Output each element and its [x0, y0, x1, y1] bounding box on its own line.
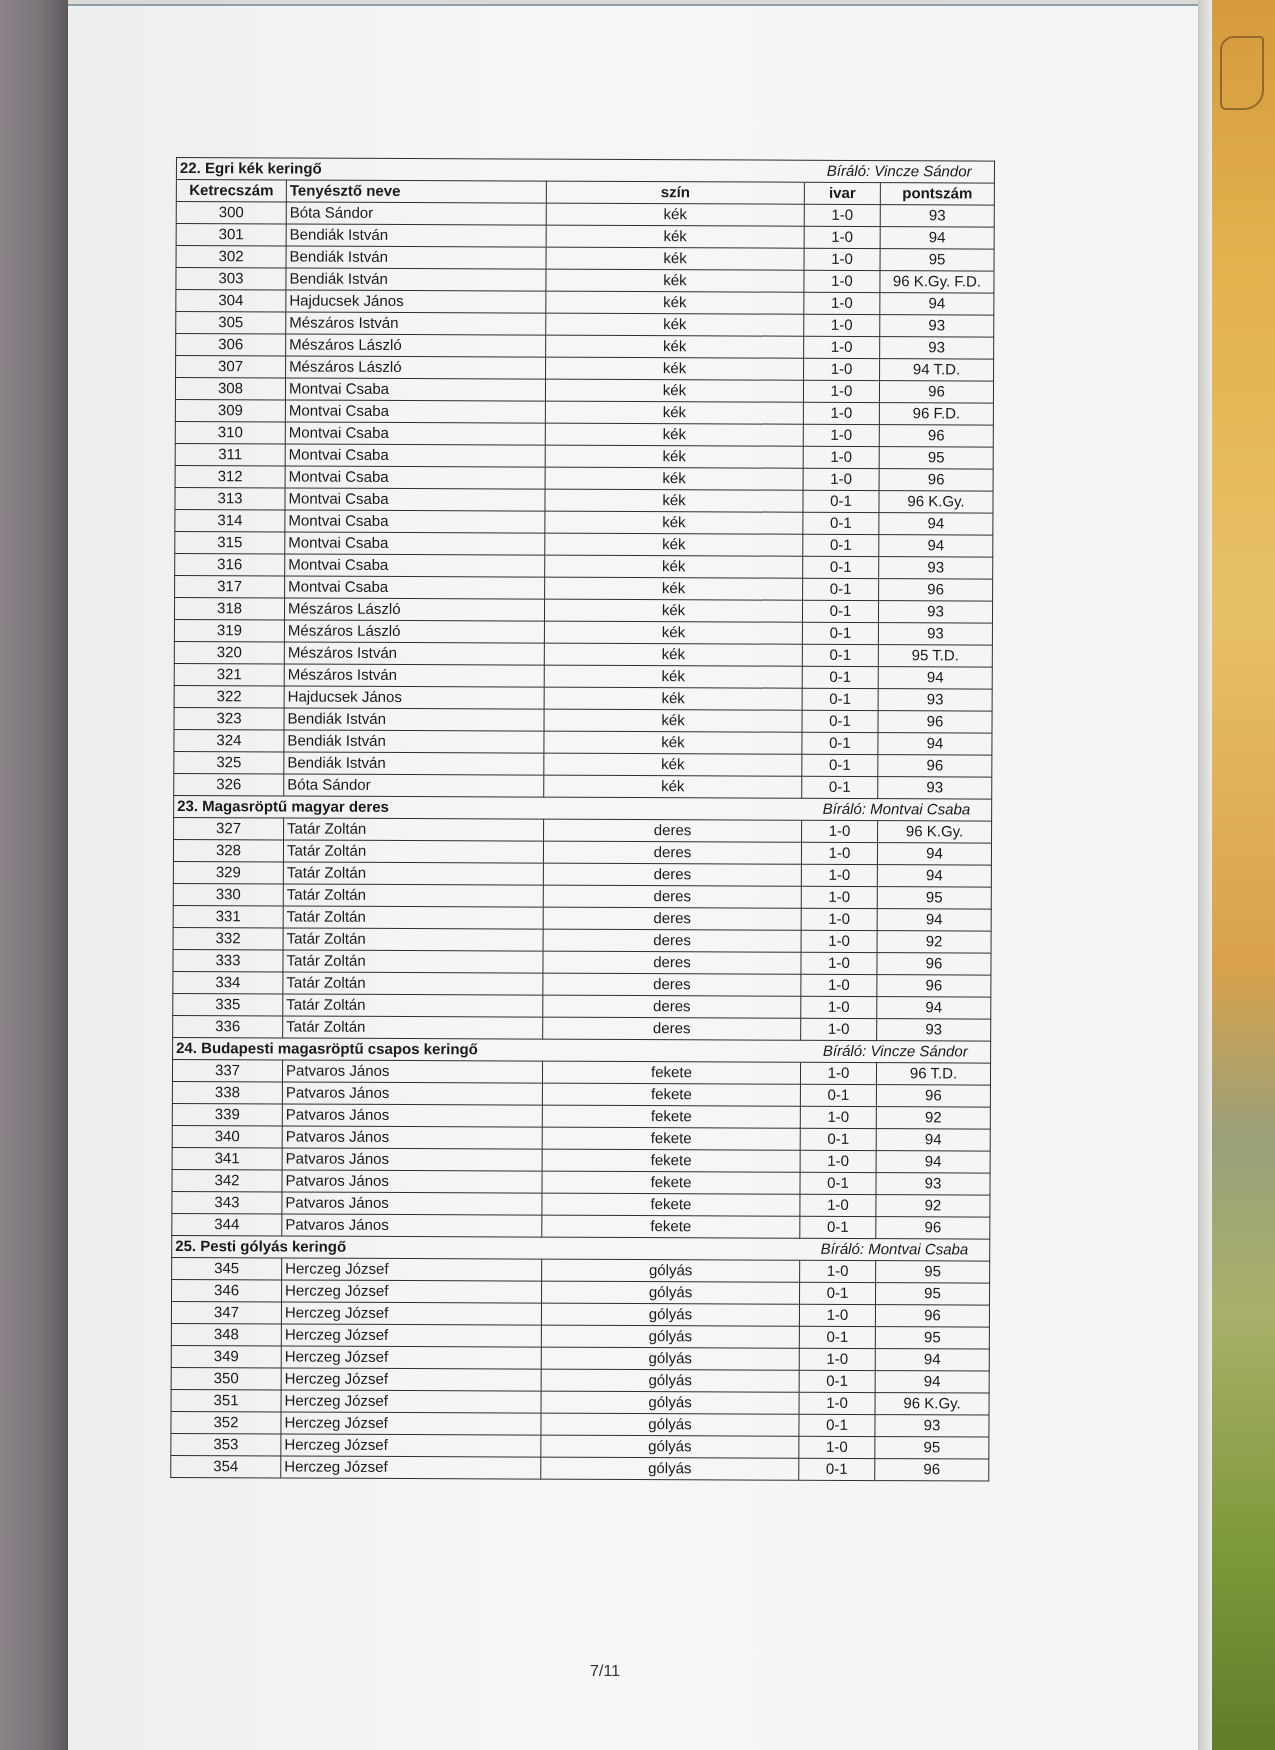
- cell-color: kék: [546, 291, 804, 314]
- cell-color: kék: [544, 709, 802, 732]
- cell-sex: 1-0: [803, 402, 879, 424]
- cell-score: 95: [875, 1283, 989, 1305]
- cell-sex: 0-1: [800, 1282, 876, 1304]
- cell-sex: 1-0: [801, 908, 877, 930]
- cell-breeder: Tatár Zoltán: [283, 972, 543, 995]
- cell-breeder: Tatár Zoltán: [283, 884, 543, 907]
- cell-cage: 343: [172, 1191, 282, 1213]
- cell-color: deres: [543, 907, 801, 930]
- cell-cage: 333: [173, 949, 283, 971]
- cell-color: deres: [543, 951, 801, 974]
- cell-score: 94: [876, 1129, 990, 1151]
- cell-color: kék: [545, 533, 803, 556]
- cell-breeder: Herczeg József: [281, 1390, 541, 1413]
- cell-color: fekete: [542, 1105, 800, 1128]
- cell-color: kék: [545, 379, 803, 402]
- cell-score: 94: [879, 535, 993, 557]
- cell-score: 95 T.D.: [878, 645, 992, 667]
- cell-score: 92: [877, 931, 991, 953]
- cell-color: fekete: [542, 1127, 800, 1150]
- cell-cage: 329: [173, 861, 283, 883]
- cell-breeder: Herczeg József: [281, 1368, 541, 1391]
- cell-breeder: Tatár Zoltán: [283, 994, 543, 1017]
- cell-breeder: Mészáros László: [284, 598, 544, 621]
- col-header-breeder: Tenyésztő neve: [286, 180, 546, 203]
- cell-cage: 314: [175, 509, 285, 531]
- cell-breeder: Montvai Csaba: [285, 466, 545, 489]
- cell-score: 94: [880, 227, 994, 249]
- section-judge: Bíráló: Montvai Csaba: [800, 1238, 990, 1261]
- cell-breeder: Mészáros István: [284, 642, 544, 665]
- cell-cage: 317: [175, 575, 285, 597]
- cell-color: gólyás: [541, 1303, 799, 1326]
- cell-score: 94: [878, 733, 992, 755]
- cell-breeder: Mészáros István: [284, 664, 544, 687]
- cell-color: kék: [545, 423, 803, 446]
- cell-color: gólyás: [542, 1281, 800, 1304]
- cell-cage: 302: [176, 246, 286, 268]
- cell-sex: 1-0: [799, 1348, 875, 1370]
- cell-score: 95: [879, 447, 993, 469]
- cell-color: kék: [546, 335, 804, 358]
- cell-score: 96 T.D.: [876, 1063, 990, 1085]
- section-judge: Bíráló: Vincze Sándor: [804, 160, 994, 183]
- results-table: [170, 157, 995, 1482]
- cell-sex: 1-0: [803, 424, 879, 446]
- cell-cage: 354: [171, 1455, 281, 1477]
- section-title: 22. Egri kék keringő: [176, 158, 804, 183]
- cell-score: 95: [875, 1327, 989, 1349]
- cell-sex: 0-1: [803, 556, 879, 578]
- cell-score: 95: [880, 249, 994, 271]
- cell-color: fekete: [542, 1149, 800, 1172]
- cell-score: 96: [877, 975, 991, 997]
- cell-sex: 0-1: [802, 776, 878, 798]
- cell-sex: 0-1: [802, 622, 878, 644]
- cell-cage: 349: [171, 1345, 281, 1367]
- cell-score: 94: [878, 667, 992, 689]
- cell-color: gólyás: [541, 1413, 799, 1436]
- cell-score: 94: [876, 1151, 990, 1173]
- cell-score: 95: [876, 1261, 990, 1283]
- cell-cage: 330: [173, 883, 283, 905]
- cell-cage: 320: [174, 641, 284, 663]
- cell-score: 96: [878, 711, 992, 733]
- cell-sex: 0-1: [802, 688, 878, 710]
- cell-color: kék: [545, 401, 803, 424]
- cell-color: kék: [545, 555, 803, 578]
- cell-cage: 335: [173, 993, 283, 1015]
- cell-sex: 1-0: [804, 204, 880, 226]
- cell-color: gólyás: [541, 1435, 799, 1458]
- cell-color: kék: [546, 269, 804, 292]
- cell-sex: 0-1: [799, 1370, 875, 1392]
- cell-breeder: Hajducsek János: [286, 290, 546, 313]
- cell-sex: 1-0: [804, 314, 880, 336]
- cell-cage: 340: [172, 1125, 282, 1147]
- cell-sex: 1-0: [803, 468, 879, 490]
- page-right-edge: [1198, 0, 1212, 1750]
- cell-score: 96: [878, 755, 992, 777]
- cell-cage: 309: [175, 399, 285, 421]
- cell-cage: 345: [172, 1257, 282, 1279]
- cell-color: kék: [545, 511, 803, 534]
- cell-score: 96: [879, 381, 993, 403]
- col-header-cage: Ketrecszám: [176, 180, 286, 202]
- cell-cage: 337: [172, 1059, 282, 1081]
- page-top-edge: [68, 4, 1198, 6]
- cell-color: deres: [543, 995, 801, 1018]
- cell-color: kék: [544, 753, 802, 776]
- cell-breeder: Montvai Csaba: [285, 444, 545, 467]
- cell-score: 95: [877, 887, 991, 909]
- cell-sex: 1-0: [801, 996, 877, 1018]
- cell-color: deres: [543, 885, 801, 908]
- cell-score: 96: [877, 953, 991, 975]
- cell-color: kék: [546, 247, 804, 270]
- cell-breeder: Hajducsek János: [284, 686, 544, 709]
- cell-color: kék: [546, 313, 804, 336]
- cell-cage: 331: [173, 905, 283, 927]
- cell-cage: 312: [175, 465, 285, 487]
- cell-sex: 1-0: [799, 1392, 875, 1414]
- cell-breeder: Patvaros János: [282, 1082, 542, 1105]
- cell-color: kék: [545, 445, 803, 468]
- cell-score: 94: [877, 865, 991, 887]
- cell-cage: 307: [176, 356, 286, 378]
- cell-breeder: Bendiák István: [284, 752, 544, 775]
- cell-cage: 348: [171, 1323, 281, 1345]
- cell-color: kék: [544, 621, 802, 644]
- col-header-sex: ivar: [804, 182, 880, 204]
- cell-score: 96 K.Gy. F.D.: [880, 271, 994, 293]
- cell-cage: 344: [172, 1213, 282, 1235]
- cell-sex: 0-1: [803, 490, 879, 512]
- cell-breeder: Mészáros László: [286, 356, 546, 379]
- cell-color: deres: [543, 929, 801, 952]
- cell-breeder: Montvai Csaba: [285, 554, 545, 577]
- cell-breeder: Montvai Csaba: [285, 510, 545, 533]
- cell-cage: 347: [171, 1301, 281, 1323]
- cell-score: 93: [875, 1415, 989, 1437]
- cell-breeder: Herczeg József: [281, 1434, 541, 1457]
- cell-sex: 1-0: [803, 380, 879, 402]
- cell-breeder: Tatár Zoltán: [283, 950, 543, 973]
- cell-score: 96 K.Gy.: [875, 1393, 989, 1415]
- cell-sex: 0-1: [803, 534, 879, 556]
- cell-sex: 1-0: [800, 1062, 876, 1084]
- col-header-color: szín: [546, 181, 804, 204]
- cell-sex: 1-0: [800, 1260, 876, 1282]
- cell-sex: 0-1: [800, 1128, 876, 1150]
- table-row: [171, 1455, 989, 1481]
- cell-cage: 342: [172, 1169, 282, 1191]
- cell-breeder: Tatár Zoltán: [283, 1016, 543, 1039]
- cell-sex: 0-1: [802, 666, 878, 688]
- cell-score: 96: [875, 1459, 989, 1481]
- cell-breeder: Tatár Zoltán: [283, 928, 543, 951]
- cell-breeder: Montvai Csaba: [285, 488, 545, 511]
- cell-breeder: Tatár Zoltán: [283, 906, 543, 929]
- cell-breeder: Montvai Csaba: [285, 532, 545, 555]
- cell-cage: 346: [172, 1279, 282, 1301]
- cell-sex: 1-0: [801, 974, 877, 996]
- cell-breeder: Patvaros János: [282, 1060, 542, 1083]
- cell-cage: 353: [171, 1433, 281, 1455]
- cell-color: kék: [545, 489, 803, 512]
- cell-breeder: Herczeg József: [281, 1302, 541, 1325]
- cell-breeder: Mészáros László: [284, 620, 544, 643]
- cell-score: 93: [879, 557, 993, 579]
- cell-color: kék: [544, 599, 802, 622]
- cell-sex: 0-1: [800, 1084, 876, 1106]
- cell-cage: 313: [175, 487, 285, 509]
- cell-breeder: Patvaros János: [282, 1126, 542, 1149]
- cell-color: gólyás: [541, 1347, 799, 1370]
- cell-color: gólyás: [541, 1369, 799, 1392]
- cell-cage: 324: [174, 729, 284, 751]
- cell-score: 93: [880, 315, 994, 337]
- col-header-score: pontszám: [880, 183, 994, 205]
- cell-cage: 318: [174, 597, 284, 619]
- cell-cage: 338: [172, 1081, 282, 1103]
- cell-breeder: Tatár Zoltán: [284, 818, 544, 841]
- cell-breeder: Tatár Zoltán: [283, 840, 543, 863]
- cell-cage: 308: [175, 378, 285, 400]
- cell-score: 94: [877, 997, 991, 1019]
- cell-breeder: Herczeg József: [281, 1412, 541, 1435]
- cell-sex: 1-0: [799, 1304, 875, 1326]
- cell-cage: 304: [176, 290, 286, 312]
- cell-score: 93: [878, 623, 992, 645]
- cell-cage: 336: [173, 1015, 283, 1037]
- cell-sex: 1-0: [804, 292, 880, 314]
- section-title: 24. Budapesti magasröptű csapos keringő: [173, 1037, 801, 1062]
- cell-color: kék: [545, 467, 803, 490]
- cell-color: fekete: [542, 1171, 800, 1194]
- cell-sex: 0-1: [802, 754, 878, 776]
- cell-cage: 332: [173, 927, 283, 949]
- cell-cage: 351: [171, 1389, 281, 1411]
- cell-breeder: Bendiák István: [286, 224, 546, 247]
- cell-cage: 327: [174, 817, 284, 839]
- section-judge: Bíráló: Vincze Sándor: [801, 1040, 991, 1063]
- cell-score: 96: [876, 1217, 990, 1239]
- cell-sex: 0-1: [802, 600, 878, 622]
- cell-sex: 0-1: [802, 732, 878, 754]
- cell-color: deres: [543, 841, 801, 864]
- cell-breeder: Patvaros János: [282, 1104, 542, 1127]
- cell-breeder: Herczeg József: [281, 1456, 541, 1479]
- cell-color: kék: [544, 731, 802, 754]
- cell-sex: 0-1: [799, 1458, 875, 1480]
- cell-breeder: Patvaros János: [282, 1148, 542, 1171]
- cell-breeder: Montvai Csaba: [285, 422, 545, 445]
- cell-score: 95: [875, 1437, 989, 1459]
- cell-cage: 341: [172, 1147, 282, 1169]
- cell-sex: 1-0: [804, 270, 880, 292]
- cell-sex: 1-0: [801, 864, 877, 886]
- cell-score: 96: [875, 1305, 989, 1327]
- cell-score: 96 K.Gy.: [879, 491, 993, 513]
- cell-breeder: Montvai Csaba: [285, 576, 545, 599]
- cell-color: kék: [544, 775, 802, 798]
- cell-breeder: Herczeg József: [282, 1258, 542, 1281]
- cell-cage: 334: [173, 971, 283, 993]
- cell-sex: 1-0: [804, 336, 880, 358]
- cell-color: kék: [546, 203, 804, 226]
- cell-breeder: Bóta Sándor: [284, 774, 544, 797]
- cell-sex: 0-1: [799, 1414, 875, 1436]
- book-binding-shadow: [0, 0, 68, 1750]
- handwritten-mark: [1220, 36, 1264, 110]
- cell-cage: 316: [175, 553, 285, 575]
- cell-sex: 0-1: [802, 710, 878, 732]
- cell-score: 93: [877, 1019, 991, 1041]
- cell-breeder: Montvai Csaba: [285, 378, 545, 401]
- cell-sex: 1-0: [799, 1436, 875, 1458]
- cell-color: kék: [544, 665, 802, 688]
- cell-breeder: Patvaros János: [282, 1214, 542, 1237]
- cell-sex: 1-0: [804, 358, 880, 380]
- cell-sex: 1-0: [800, 1150, 876, 1172]
- cell-score: 92: [876, 1195, 990, 1217]
- cell-cage: 311: [175, 443, 285, 465]
- cell-color: gólyás: [541, 1457, 799, 1480]
- cell-score: 94: [880, 293, 994, 315]
- cell-breeder: Herczeg József: [281, 1324, 541, 1347]
- cell-score: 94: [875, 1349, 989, 1371]
- cell-breeder: Mészáros László: [286, 334, 546, 357]
- adjacent-page-photo: [1212, 0, 1275, 1750]
- cell-sex: 0-1: [803, 578, 879, 600]
- cell-score: 96: [876, 1085, 990, 1107]
- cell-color: deres: [543, 973, 801, 996]
- cell-cage: 322: [174, 685, 284, 707]
- cell-score: 94: [877, 909, 991, 931]
- cell-score: 93: [878, 601, 992, 623]
- cell-breeder: Mészáros István: [286, 312, 546, 335]
- cell-cage: 315: [175, 531, 285, 553]
- cell-cage: 300: [176, 202, 286, 224]
- cell-sex: 1-0: [801, 952, 877, 974]
- cell-color: gólyás: [542, 1259, 800, 1282]
- cell-color: fekete: [542, 1193, 800, 1216]
- cell-score: 96: [879, 469, 993, 491]
- cell-color: deres: [543, 863, 801, 886]
- cell-breeder: Patvaros János: [282, 1170, 542, 1193]
- cell-sex: 0-1: [800, 1216, 876, 1238]
- cell-cage: 301: [176, 224, 286, 246]
- cell-sex: 1-0: [801, 842, 877, 864]
- cell-sex: 1-0: [800, 1194, 876, 1216]
- cell-cage: 350: [171, 1367, 281, 1389]
- cell-sex: 1-0: [801, 930, 877, 952]
- cell-sex: 0-1: [802, 644, 878, 666]
- cell-score: 93: [878, 689, 992, 711]
- cell-color: fekete: [542, 1215, 800, 1238]
- cell-color: kék: [546, 357, 804, 380]
- cell-sex: 1-0: [803, 446, 879, 468]
- cell-color: kék: [544, 687, 802, 710]
- section-title: 25. Pesti gólyás keringő: [172, 1235, 800, 1260]
- cell-cage: 305: [176, 312, 286, 334]
- cell-score: 93: [878, 777, 992, 799]
- cell-sex: 0-1: [799, 1326, 875, 1348]
- results-sheet: [170, 157, 995, 1482]
- cell-color: gólyás: [541, 1391, 799, 1414]
- cell-sex: 1-0: [804, 248, 880, 270]
- cell-score: 96 F.D.: [879, 403, 993, 425]
- cell-breeder: Patvaros János: [282, 1192, 542, 1215]
- cell-cage: 303: [176, 268, 286, 290]
- cell-breeder: Bendiák István: [286, 246, 546, 269]
- cell-score: 96 K.Gy.: [878, 821, 992, 843]
- cell-cage: 325: [174, 751, 284, 773]
- cell-cage: 352: [171, 1411, 281, 1433]
- cell-sex: 0-1: [803, 512, 879, 534]
- cell-cage: 326: [174, 773, 284, 795]
- cell-color: deres: [543, 1017, 801, 1040]
- cell-score: 93: [876, 1173, 990, 1195]
- cell-sex: 1-0: [801, 886, 877, 908]
- cell-breeder: Tatár Zoltán: [283, 862, 543, 885]
- cell-sex: 1-0: [804, 226, 880, 248]
- cell-score: 92: [876, 1107, 990, 1129]
- section-judge: Bíráló: Montvai Csaba: [802, 798, 992, 821]
- cell-breeder: Bendiák István: [286, 268, 546, 291]
- results-table-body: [171, 158, 995, 1482]
- cell-breeder: Herczeg József: [282, 1280, 542, 1303]
- cell-cage: 310: [175, 421, 285, 443]
- cell-cage: 306: [176, 334, 286, 356]
- cell-sex: 0-1: [800, 1172, 876, 1194]
- cell-cage: 328: [173, 839, 283, 861]
- cell-cage: 319: [174, 619, 284, 641]
- cell-sex: 1-0: [802, 820, 878, 842]
- cell-color: fekete: [542, 1083, 800, 1106]
- cell-score: 94 T.D.: [880, 359, 994, 381]
- cell-score: 96: [879, 425, 993, 447]
- cell-score: 94: [879, 513, 993, 535]
- cell-color: kék: [546, 225, 804, 248]
- cell-color: kék: [544, 643, 802, 666]
- cell-color: deres: [544, 819, 802, 842]
- cell-breeder: Herczeg József: [281, 1346, 541, 1369]
- cell-breeder: Bendiák István: [284, 708, 544, 731]
- cell-cage: 323: [174, 707, 284, 729]
- cell-sex: 1-0: [801, 1018, 877, 1040]
- cell-score: 94: [875, 1371, 989, 1393]
- cell-sex: 1-0: [800, 1106, 876, 1128]
- cell-score: 93: [880, 337, 994, 359]
- cell-score: 96: [879, 579, 993, 601]
- cell-color: kék: [545, 577, 803, 600]
- cell-cage: 321: [174, 663, 284, 685]
- cell-score: 93: [880, 205, 994, 227]
- section-title: 23. Magasröptű magyar deres: [174, 795, 802, 820]
- page-number: 7/11: [590, 1663, 620, 1680]
- cell-breeder: Bóta Sándor: [286, 202, 546, 225]
- cell-color: fekete: [542, 1061, 800, 1084]
- cell-breeder: Bendiák István: [284, 730, 544, 753]
- cell-score: 94: [877, 843, 991, 865]
- cell-color: gólyás: [541, 1325, 799, 1348]
- cell-cage: 339: [172, 1103, 282, 1125]
- cell-breeder: Montvai Csaba: [285, 400, 545, 423]
